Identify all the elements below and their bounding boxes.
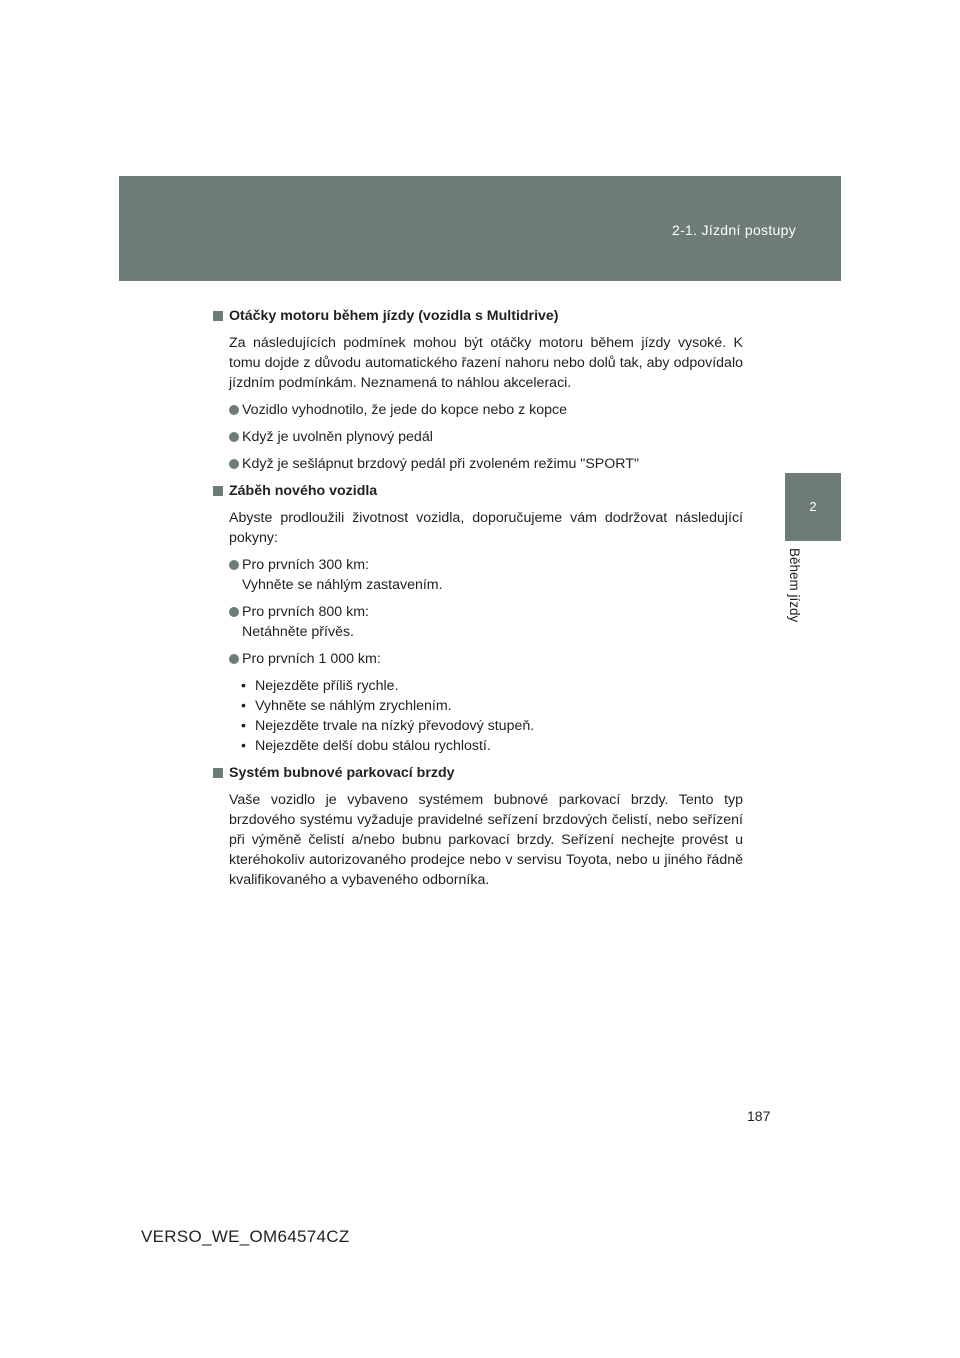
list-item-text: Když je uvolněn plynový pedál [242, 429, 433, 445]
circle-bullet-icon [229, 459, 239, 469]
sub-list-item [229, 676, 743, 696]
square-bullet-icon [213, 768, 223, 778]
chapter-number: 2 [809, 499, 817, 514]
sub-list-item-text: Nejezděte příliš rychle. [255, 678, 399, 694]
circle-bullet-icon [229, 432, 239, 442]
circle-bullet-icon [229, 405, 239, 415]
sub-list-item [229, 736, 743, 756]
list-item-text: Vozidlo vyhodnotilo, že jede do kopce nebo z kopce [242, 402, 567, 418]
section-heading-text: Otáčky motoru během jízdy (vozidla s Multidrive) [229, 308, 559, 324]
section-paragraph: Abyste prodloužili životnost vozidla, doporučujeme vám dodržovat následující pokyny: [229, 510, 743, 546]
sub-list-item [229, 716, 743, 736]
sub-list-item-text: Vyhněte se náhlým zrychlením. [255, 698, 452, 714]
list-item [229, 400, 743, 420]
section-heading-text: Systém bubnové parkovací brzdy [229, 765, 455, 781]
list-item [229, 555, 743, 595]
chapter-tab [785, 473, 841, 541]
circle-bullet-icon [229, 607, 239, 617]
page-content [213, 306, 743, 897]
list-item-text: Pro prvních 300 km: [242, 557, 369, 573]
square-bullet-icon [213, 311, 223, 321]
section-paragraph: Vaše vozidlo je vybaveno systémem bubnové parkovací brzdy. Tento typ brzdového systému vyžaduje pravidelné seřízení brzdových čelistí, nebo seřízení při výměně čelistí a/nebo bubnu parkovací brzdy. Seřízení nechejte provést u kteréhokoliv autorizovaného prodejce nebo v servisu Toyota, nebo u jiného řádně kvalifikovaného a vybaveného odborníka. [229, 792, 743, 888]
list-item-detail: Netáhněte přívěs. [242, 624, 354, 640]
section-title: 2-1. Jízdní postupy [672, 222, 796, 238]
list-item [229, 602, 743, 642]
section-heading [213, 306, 743, 326]
dot-bullet-icon: • [241, 678, 246, 694]
sub-list-item [229, 696, 743, 716]
list-item-text: Pro prvních 800 km: [242, 604, 369, 620]
dot-bullet-icon: • [241, 718, 246, 734]
sub-list-item-text: Nejezděte trvale na nízký převodový stupeň. [255, 718, 535, 734]
chapter-name: Během jízdy [787, 548, 802, 623]
section-heading [213, 481, 743, 501]
section-heading-text: Záběh nového vozidla [229, 483, 378, 499]
section-paragraph: Za následujících podmínek mohou být otáčky motoru během jízdy vysoké. K tomu dojde z důvodu automatického řazení nahoru nebo dolů tak, aby odpovídalo jízdním podmínkám. Neznamená to náhlou akceleraci. [229, 335, 743, 391]
document-code: VERSO_WE_OM64574CZ [141, 1227, 350, 1246]
circle-bullet-icon [229, 654, 239, 664]
circle-bullet-icon [229, 560, 239, 570]
list-item-text: Když je sešlápnut brzdový pedál při zvoleném režimu "SPORT" [242, 456, 639, 472]
list-item [229, 454, 743, 474]
section-heading [213, 763, 743, 783]
dot-bullet-icon: • [241, 738, 246, 754]
list-item [229, 649, 743, 669]
sub-list [229, 676, 743, 756]
list-item [229, 427, 743, 447]
page-number: 187 [747, 1108, 771, 1124]
square-bullet-icon [213, 486, 223, 496]
list-item-text: Pro prvních 1 000 km: [242, 651, 381, 667]
list-item-detail: Vyhněte se náhlým zastavením. [242, 577, 443, 593]
sub-list-item-text: Nejezděte delší dobu stálou rychlostí. [255, 738, 491, 754]
dot-bullet-icon: • [241, 698, 246, 714]
header-band [119, 176, 841, 281]
